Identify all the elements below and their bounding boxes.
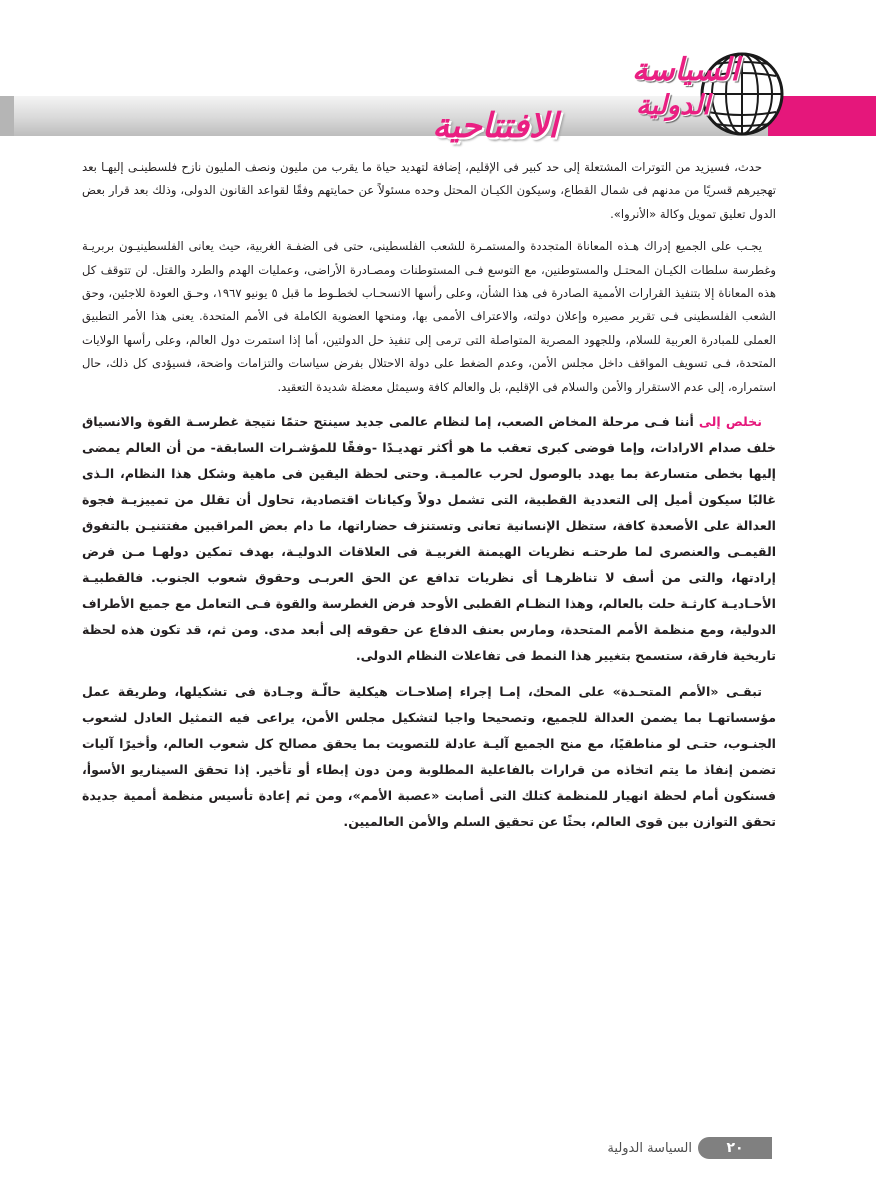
text-line: لقواعد القانون الدولى، وذلك بعد قرار بعض الدول تعليق تمويل وكالة «الأنروا». (82, 183, 776, 221)
text-line: حدث، فسيزيد من التوترات المشتعلة إلى حد كبير فى الإقليم، إضافة لتهديد حياة ما يقرب من مليون ونصف المليون نازح (181, 160, 763, 174)
header-left-accent (0, 96, 14, 136)
page-number: ٢٠ (698, 1137, 772, 1159)
text-line: العالم يمضى إليها بخطى متسارعة بما يهدد بالوصول لحرب عالميـة. وحتى لحظة اليقين فى ماهية وشكل هذا (82, 440, 777, 482)
text-line: ذلك، حال استمراره، إلى عدم الاستقرار والأمن والسلام فى الإقليم، بل والعالم كافة وسيمثل معضلة شديدة التعقيد. (82, 356, 776, 394)
text-line: تحقق التوازن بين قوى العالم، بحثًا عن تحقيق السلم والأمن العالميين. (343, 814, 776, 830)
text-line: والاعتراف الأممى بها، ومنحها العضوية الكاملة فى الأمم المتحدة. يعنى هذا الأمر التطبيق العملى للمبادرة العربية للسلام، (82, 309, 777, 347)
text-line: فلسطينـى إليهـا بعد تهجيرهم قسريًا من مدنهم فى شمال القطاع، وسيكون الكيـان المحتل وحده مسئولاً عن حمايتهم وفقًا (82, 160, 777, 198)
article-body (82, 156, 776, 844)
text-line: الفلسطينيـون بربريـة وغطرسة سلطات الكيـان المحتـل والمستوطنين، مع التوسع فـى المستوطنات ومصـادرة الأراضى، (82, 239, 776, 277)
text-line: تبقـى «الأمم المتحـدة» على المحك، إمـا إجراء إصلاحـات هيكلية حالّـة وجـادة فى تشكيلها، وطريقة عمل (82, 684, 762, 700)
text-line: فالقطبيـة الأحـاديـة كارثـة حلت بالعالم، وهذا النظـام القطبى الأوحد فرض الغطرسة والقوة فـى التعامل مع (82, 570, 776, 612)
text-line: النظام، الـذى غالبًا سيكون أميل إلى التعددية القطبية، التى تشمل دولاً وكيانات اقتصادية، تحاول أن تقلل من (82, 466, 776, 508)
magazine-logo (628, 48, 788, 144)
text-line: يجـب على الجميع إدراك هـذه المعاناة المتجددة والمستمـرة للشعب الفلسطينى، حتى فى الضفـة الغربية، حيث يعانى (188, 239, 762, 254)
text-line: مفتتنيـن بالتفوق القيمـى والعنصرى لما طرحتـه نظريات الهيمنة الغربيـة فى العلاقات الدوليـة، بهدف تمكين (82, 518, 777, 560)
text-line: دولهـا مـن فرض إرادتها، والتى من أسف لا تناظرهـا أى نظريات تدافع عن الحق العربـى وحقوق شعوب الجنوب. (82, 544, 777, 586)
text-line: الجنـوب، حتـى لو مناطقيًا، مع منح الجميع آليـة عادلة للتصويت بما يحقق مصالح كل شعوب العالم، وأخيرًا آليات (82, 736, 776, 752)
text-line: تكون هذه لحظة تاريخية فارقة، ستسمح بتغيير هذا النمط فى تفاعلات النظام الدولى. (82, 622, 776, 664)
footer-magazine-name: السياسة الدولية (607, 1141, 692, 1156)
text-line: وعمليات الهدم والطرد والقتل. لن تتوقف كل هذه المعاناة إلا بتنفيذ القرارات الأممية الصادرة فى هذا الشأن، وعلى رأسها (82, 262, 777, 301)
text-line: فـى تسويف المواقف داخل مجلس الأمن، وعدم الضغط على دولة الاحتلال بفرض سياسات والتزامات واضحة، فسيؤدى كل (132, 356, 731, 371)
section-title: الافتتاحية (432, 106, 558, 146)
paragraph-lead-in: نخلص إلى (698, 414, 762, 430)
paragraph-3 (82, 409, 776, 669)
text-line: الانسحـاب لخطـوط ما قبل ٥ يونيو ١٩٦٧، وحـق العودة للاجئين، وحق الشعب الفلسطينى فـى تقرير مصيره وإعلان دولته، (82, 286, 777, 324)
paragraph-4 (82, 679, 776, 835)
text-line: فسنكون أمام لحظة انهيار للمنظمة كتلك التى أصابت «عصبة الأمم»، ومن ثم إعادة تأسيس منظمة أممية جديدة (82, 788, 776, 804)
logo-word-dawliya: الدولية (636, 90, 710, 121)
logo-word-siyasa: السياسة (632, 52, 740, 88)
text-line: تضمن إنفاذ ما يتم اتخاذه من قرارات بالفاعلية المطلوبة ومن دون إبطاء أو تأخير. إذا تحقق السيناريو الأسوأ، (82, 762, 776, 778)
paragraph-2 (82, 235, 776, 399)
text-line: مؤسساتهـا بما يضمن العدالة للجميع، وتصحيحا واجبا لتشكيل مجلس الأمن، يراعى فيه التمثيل العادل لشعوب (82, 710, 776, 726)
text-line: تمييزيـة فجوة العدالة على الأصعدة كافة، ستظل الإنسانية تعانى وتستنزف حضاراتها، ما دام بعض المراقبين (82, 492, 776, 534)
text-line: وللجهود المصرية المتواصلة التى ترمى إلى تنفيذ حل الدولتين، أما إذا استمرت دول العالم، وعلى رأسها الولايات المتحدة، (82, 332, 777, 371)
text-line: أننا فـى مرحلة المخاض الصعب، إما لنظام عالمى جديد سينتج حتمًا نتيجة غطرسـة القوة (147, 414, 694, 430)
text-line: جميع الأطراف الدولية، ومع منظمة الأمم المتحدة، ومارس بعنف الدفاع عن حقوقه إلى أبعد مدى. ومن ثم، قد (82, 596, 776, 638)
paragraph-1 (82, 156, 776, 226)
text-line: والانسياق خلف صدام الارادات، وإما فوضى كبرى تعقب ما هو أكثر تهديـدًا -وفقًا للمؤشـرات السابقة- من أن (82, 414, 777, 456)
